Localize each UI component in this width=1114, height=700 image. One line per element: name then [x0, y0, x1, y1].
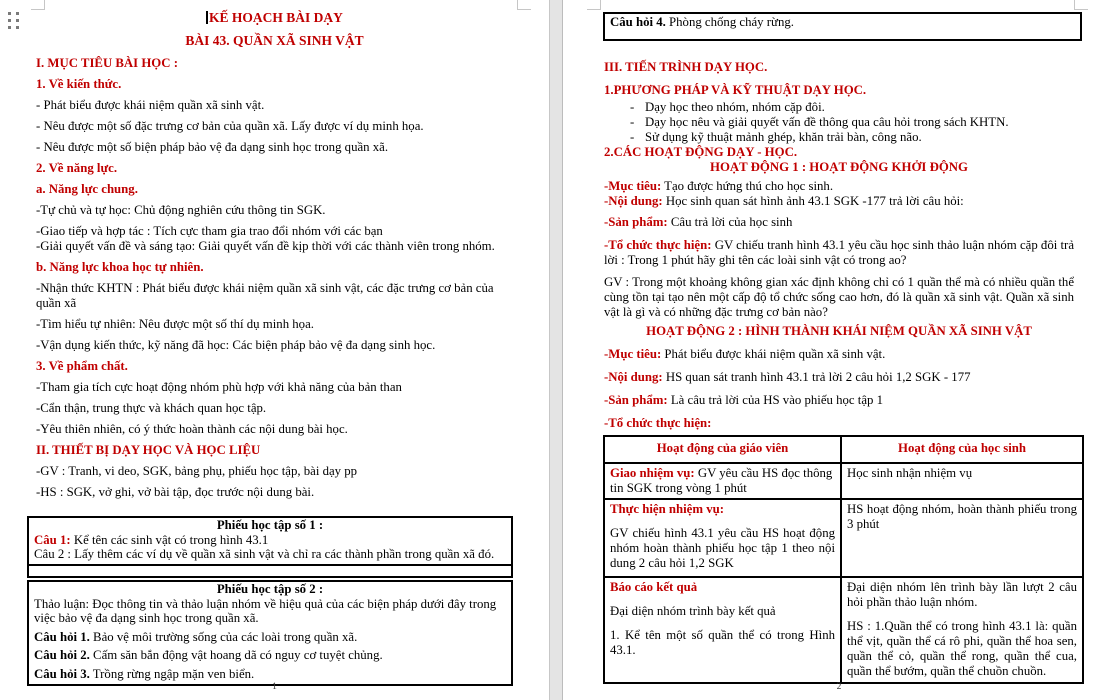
doc-paragraph: -Nội dung: HS quan sát tranh hình 43.1 trả lời 2 câu hỏi 1,2 SGK - 177	[604, 370, 971, 384]
dash-bullet-icon: -	[630, 130, 635, 144]
worksheet-1-question-2: Câu 2 : Lấy thêm các ví dụ về quần xã sinh vật và chỉ ra các thành phần trong quần xã đó.	[34, 547, 495, 561]
heading-tien-trinh: III. TIẾN TRÌNH DẠY HỌC.	[604, 60, 768, 74]
margin-corner-mark	[600, 0, 601, 9]
margin-corner-mark	[517, 0, 518, 9]
doc-paragraph: -Mục tiêu: Tạo được hứng thú cho học sinh.	[604, 179, 834, 193]
doc-paragraph: -Giao tiếp và hợp tác : Tích cực tham gia trao đổi nhóm với các bạn	[36, 224, 383, 238]
heading-hoat-dong-2: HOẠT ĐỘNG 2 : HÌNH THÀNH KHÁI NIỆM QUẦN XÃ SINH VẬT	[646, 324, 1032, 338]
cell-hs-hoat-dong-nhom: HS hoạt động nhóm, hoàn thành phiếu trong 3 phút	[841, 499, 1083, 577]
doc-paragraph: - Nêu được một số đặc trưng cơ bản của quần xã. Lấy được ví dụ minh họa.	[36, 119, 424, 133]
worksheet-2-question-2: Câu hỏi 2. Cấm săn bắn động vật hoang dã có nguy cơ tuyệt chủng.	[34, 648, 383, 662]
heading-pham-chat: 3. Về phẩm chất.	[36, 359, 128, 373]
table-row	[604, 499, 1083, 577]
cell-thuc-hien-nhiem-vu: Thực hiện nhiệm vụ: GV chiếu hình 43.1 yêu cầu HS hoạt động nhóm hoàn thành phiếu học tập 1 theo nội dung 2 câu hỏi 1,2 SGK	[604, 499, 841, 577]
worksheet-1-table	[27, 516, 513, 578]
doc-paragraph: -HS : SGK, vở ghi, vở bài tập, đọc trước nội dung bài.	[36, 485, 315, 499]
method-bullet: - Dạy học nêu và giải quyết vấn đề thông qua câu hỏi trong sách KHTN.	[630, 115, 1009, 129]
cell-hs-nhan-nhiem-vu: Học sinh nhận nhiệm vụ	[841, 463, 1083, 499]
doc-paragraph: -Sản phẩm: Câu trả lời của học sinh	[604, 215, 793, 229]
doc-paragraph: - Nêu được một số biện pháp bảo vệ đa dạng sinh học trong quần xã.	[36, 140, 389, 154]
heading-kien-thuc: 1. Về kiến thức.	[36, 77, 122, 91]
doc-paragraph: GV : Trong một khoảng không gian xác định không chỉ có 1 quần thể mà có nhiều quần thể cùng tồn tại tạo nên một cấp độ tổ chức sống cao hơn, đó là quần xã sinh vật. Quần xã sinh vật là gì và có những đặc trưng cơ bản nào?	[604, 275, 1074, 319]
doc-paragraph: -Tổ chức thực hiện: GV chiếu tranh hình 43.1 yêu cầu học sinh thảo luận nhóm cặp đôi trả lời : Trong 1 phút hãy ghi tên các loài sinh vật có trong ao?	[604, 238, 1075, 267]
doc-paragraph: -Nội dung: Học sinh quan sát hình ảnh 43.1 SGK -177 trả lời câu hỏi:	[604, 194, 964, 208]
cell-giao-nhiem-vu: Giao nhiệm vụ: GV yêu cầu HS đọc thông tin SGK trong vòng 1 phút	[604, 463, 841, 499]
worksheet-2-question-1: Câu hỏi 1. Bảo vệ môi trường sống của các loài trong quần xã.	[34, 629, 358, 644]
page2-text-body	[604, 60, 1074, 431]
activity-table	[603, 435, 1084, 684]
doc-paragraph: -Yêu thiên nhiên, có ý thức hoàn thành các nội dung bài học.	[36, 422, 348, 436]
doc-paragraph: -Nhận thức KHTN : Phát biểu được khái niệm quần xã sinh vật, các đặc trưng cơ bản của quần xã	[36, 281, 494, 310]
doc-paragraph: -Tham gia tích cực hoạt động nhóm phù hợp với khả năng của bản than	[36, 380, 402, 394]
worksheet-2-question-3: Câu hỏi 3. Trồng rừng ngập mặn ven biển.	[34, 666, 255, 681]
doc-paragraph: - Phát biểu được khái niệm quần xã sinh vật.	[36, 98, 265, 112]
table-row	[604, 577, 1083, 683]
worksheet-1-title: Phiếu học tập số 1 :	[216, 518, 324, 532]
document-page-1[interactable]	[0, 0, 549, 700]
col-header-student: Hoạt động của học sinh	[841, 436, 1083, 463]
cell-dai-dien-nhom: Đại diện nhóm lên trình bày lần lượt 2 câu hỏi phần thảo luận nhóm. HS : 1.Quần thể có trong hình 43.1 là: quần thể vịt, quần thể cá rô phi, quần thể hoa sen, quần thể cỏ, quần thể rong, quần thể cua, quần thể bướm, quần thể chuồn chuồn.	[841, 577, 1083, 683]
heading-nang-luc-chung: a. Năng lực chung.	[36, 182, 138, 196]
document-title: KẾ HOẠCH BÀI DẠY	[36, 10, 513, 25]
text-cursor	[206, 11, 208, 24]
page-number-1: 1	[272, 682, 277, 692]
doc-paragraph: -Tìm hiểu tự nhiên: Nêu được một số thí dụ minh họa.	[36, 317, 314, 331]
margin-corner-mark	[517, 9, 531, 10]
doc-paragraph: -Giải quyết vấn đề và sáng tạo: Giải quyết vấn đề kịp thời với các thành viên trong nhóm.	[36, 239, 495, 253]
worksheet-2-table	[27, 580, 513, 686]
page-gutter	[549, 0, 563, 700]
page1-text-body	[36, 10, 513, 506]
margin-corner-mark	[1074, 9, 1088, 10]
heading-thiet-bi: II. THIẾT BỊ DẠY HỌC VÀ HỌC LIỆU	[36, 443, 261, 457]
worksheet-1-empty-row	[29, 564, 511, 576]
heading-nang-luc-khtn: b. Năng lực khoa học tự nhiên.	[36, 260, 204, 274]
margin-corner-mark	[1074, 0, 1075, 9]
worksheet-2-intro: Thảo luận: Đọc thông tin và thảo luận nhóm về hiệu quả của các biện pháp dưới đây trong việc bảo vệ đa dạng sinh học trong quần xã.	[34, 596, 497, 625]
doc-paragraph: -Cẩn thận, trung thực và khách quan học tập.	[36, 401, 267, 415]
page-number-2: 2	[836, 682, 842, 692]
document-page-2[interactable]	[563, 0, 1114, 700]
cell-bao-cao-ket-qua: Báo cáo kết quả Đại diện nhóm trình bày kết quả 1. Kể tên một số quần thể có trong Hình 43.1.	[604, 577, 841, 683]
heading-phuong-phap: 1.PHƯƠNG PHÁP VÀ KỸ THUẬT DẠY HỌC.	[604, 83, 867, 97]
heading-muc-tieu: I. MỤC TIÊU BÀI HỌC :	[36, 56, 178, 70]
document-subtitle: BÀI 43. QUẦN XÃ SINH VẬT	[185, 33, 364, 48]
col-header-teacher: Hoạt động của giáo viên	[604, 436, 841, 463]
method-bullet: - Sử dụng kỹ thuật mảnh ghép, khăn trải bàn, công não.	[630, 130, 922, 144]
drag-handle-icon[interactable]	[8, 12, 19, 29]
doc-paragraph: -Vận dụng kiến thức, kỹ năng đã học: Các biện pháp bảo vệ đa dạng sinh học.	[36, 338, 436, 352]
doc-paragraph: -Sản phẩm: Là câu trả lời của HS vào phiếu học tập 1	[604, 393, 884, 407]
worksheet-2-title: Phiếu học tập số 2 :	[216, 582, 324, 596]
heading-nang-luc: 2. Về năng lực.	[36, 161, 118, 175]
margin-corner-mark	[44, 0, 45, 9]
heading-hoat-dong-1: HOẠT ĐỘNG 1 : HOẠT ĐỘNG KHỞI ĐỘNG	[710, 160, 968, 174]
heading-cac-hoat-dong: 2.CÁC HOẠT ĐỘNG DẠY - HỌC.	[604, 145, 798, 159]
doc-paragraph: -Tự chủ và tự học: Chủ động nghiên cứu thông tin SGK.	[36, 203, 326, 217]
dash-bullet-icon: -	[630, 100, 635, 114]
method-bullet: - Dạy học theo nhóm, nhóm cặp đôi.	[630, 100, 825, 114]
activity-table-header-row	[604, 436, 1083, 463]
doc-paragraph: -Tổ chức thực hiện:	[604, 416, 712, 430]
table-row	[604, 463, 1083, 499]
doc-paragraph: -GV : Tranh, vi deo, SGK, bảng phụ, phiếu học tập, bài dạy pp	[36, 464, 358, 478]
dash-bullet-icon: -	[630, 115, 635, 129]
worksheet-1-question-1: Câu 1: Kể tên các sinh vật có trong hình 43.1	[34, 532, 269, 547]
margin-corner-mark	[587, 9, 601, 10]
question-4-box: Câu hỏi 4. Phòng chống cháy rừng.	[603, 12, 1082, 41]
doc-paragraph: -Mục tiêu: Phát biểu được khái niệm quần xã sinh vật.	[604, 347, 886, 361]
